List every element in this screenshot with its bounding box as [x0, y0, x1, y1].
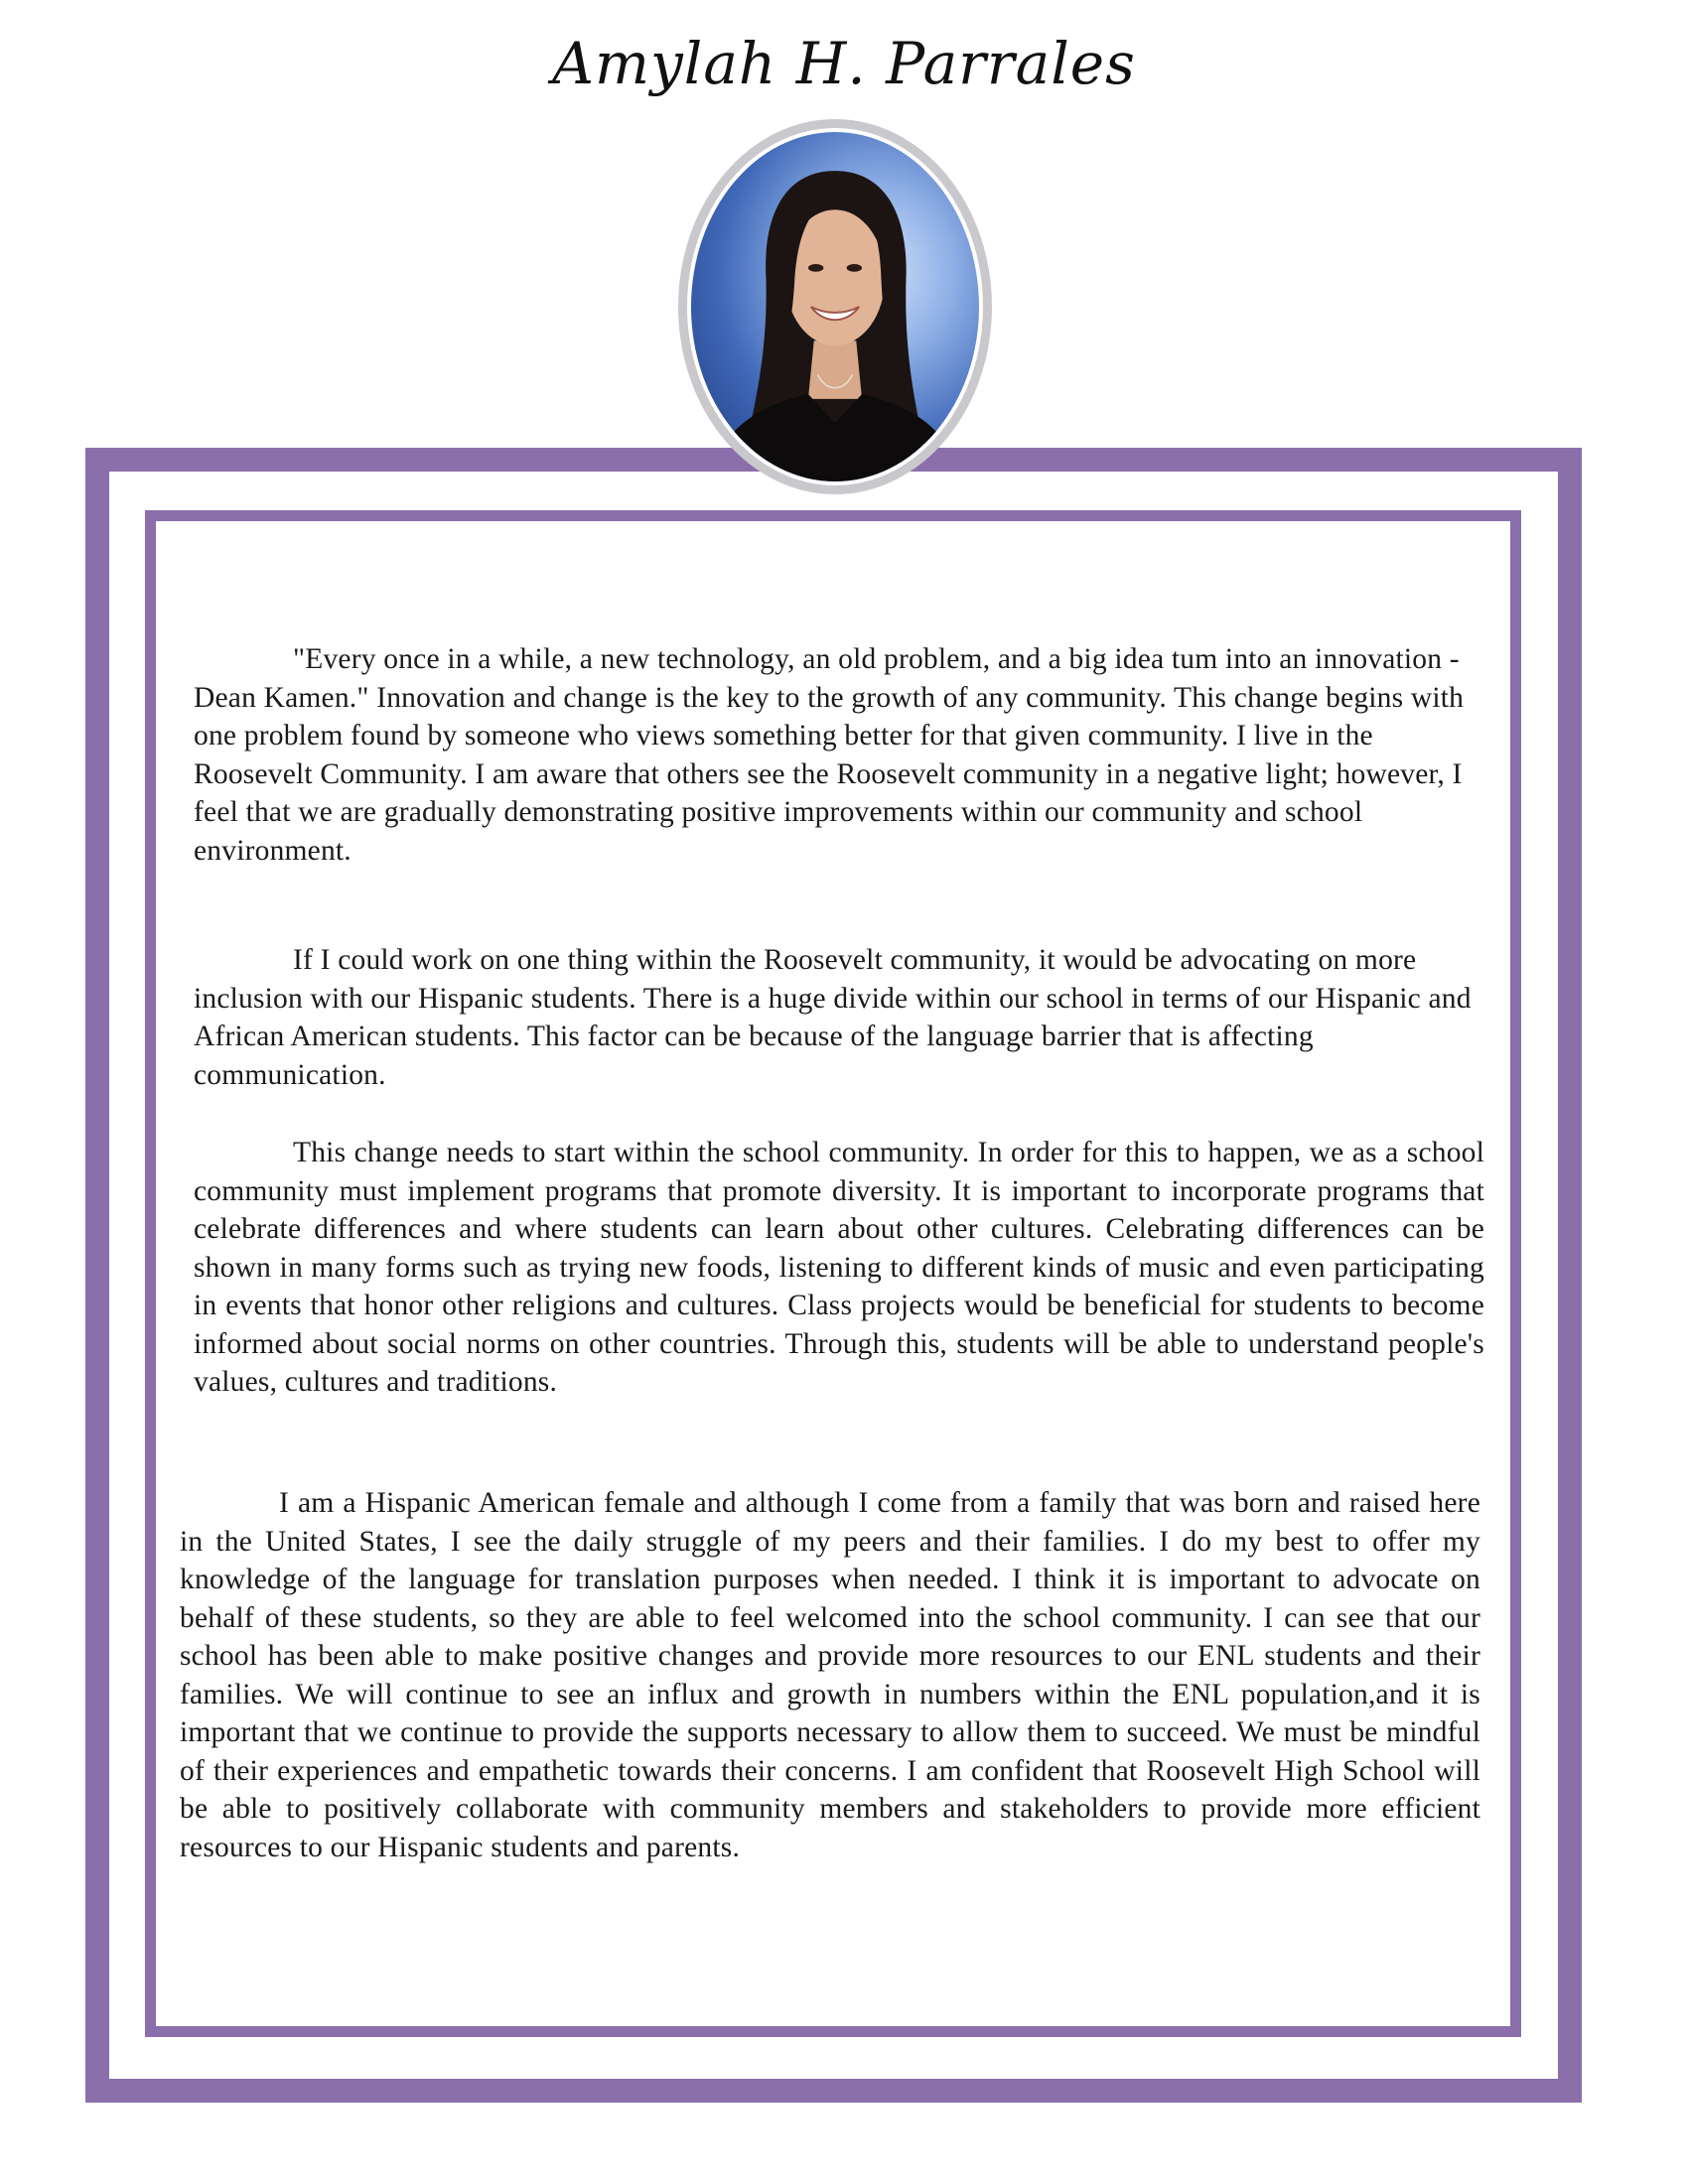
student-portrait-photo — [691, 132, 979, 481]
essay-paragraph-4: I am a Hispanic American female and although I come from a family that was born and raised here in the United States, I see the daily struggle of my peers and their families. I do my best to offer my knowledge of the language for translation purposes when needed. I think it is important to advocate on behalf of these students, so they are able to feel welcomed into the school community. I can see that our school has been able to make positive changes and provide more resources to our ENL students and their families. We will continue to see an influx and growth in numbers within the ENL population,and it is important that we continue to provide the supports necessary to allow them to succeed. We must be mindful of their experiences and empathetic towards their concerns. I am confident that Roosevelt High School will be able to positively collaborate with community members and stakeholders to provide more efficient resources to our Hispanic students and parents. — [180, 1487, 1480, 1863]
essay-body — [177, 640, 1487, 1863]
essay-paragraph-1: "Every once in a while, a new technology, an old problem, and a big idea tum into an innovation - Dean Kamen." Innovation and change is the key to the growth of any community. This change begins with one problem found by someone who views something better for that given community. I live in the Roosevelt Community. I am aware that others see the Roosevelt community in a negative light; however, I feel that we are gradually demonstrating positive improvements within our community and school environment. — [194, 643, 1465, 867]
essay-paragraph-3: This change needs to start within the school community. In order for this to happen, we as a school community must implement programs that promote diversity. It is important to incorporate programs that celebrate differences and where students can learn about other cultures. Celebrating differences can be shown in many forms such as trying new foods, listening to different kinds of music and even participating in events that honor other religions and cultures. Class projects would be beneficial for students to become informed about social norms on other countries. Through this, students will be able to understand people's values, cultures and traditions. — [194, 1137, 1484, 1398]
portrait-illustration — [691, 132, 979, 481]
portrait-ring — [678, 119, 992, 494]
essay-paragraph-2: If I could work on one thing within the Roosevelt community, it would be advocating on more inclusion with our Hispanic students. There is a huge divide within our school in terms of our Hispanic and African American students. This factor can be because of the language barrier that is affecting communication. — [194, 944, 1472, 1091]
author-name: Amylah H. Parrales — [552, 30, 1136, 97]
